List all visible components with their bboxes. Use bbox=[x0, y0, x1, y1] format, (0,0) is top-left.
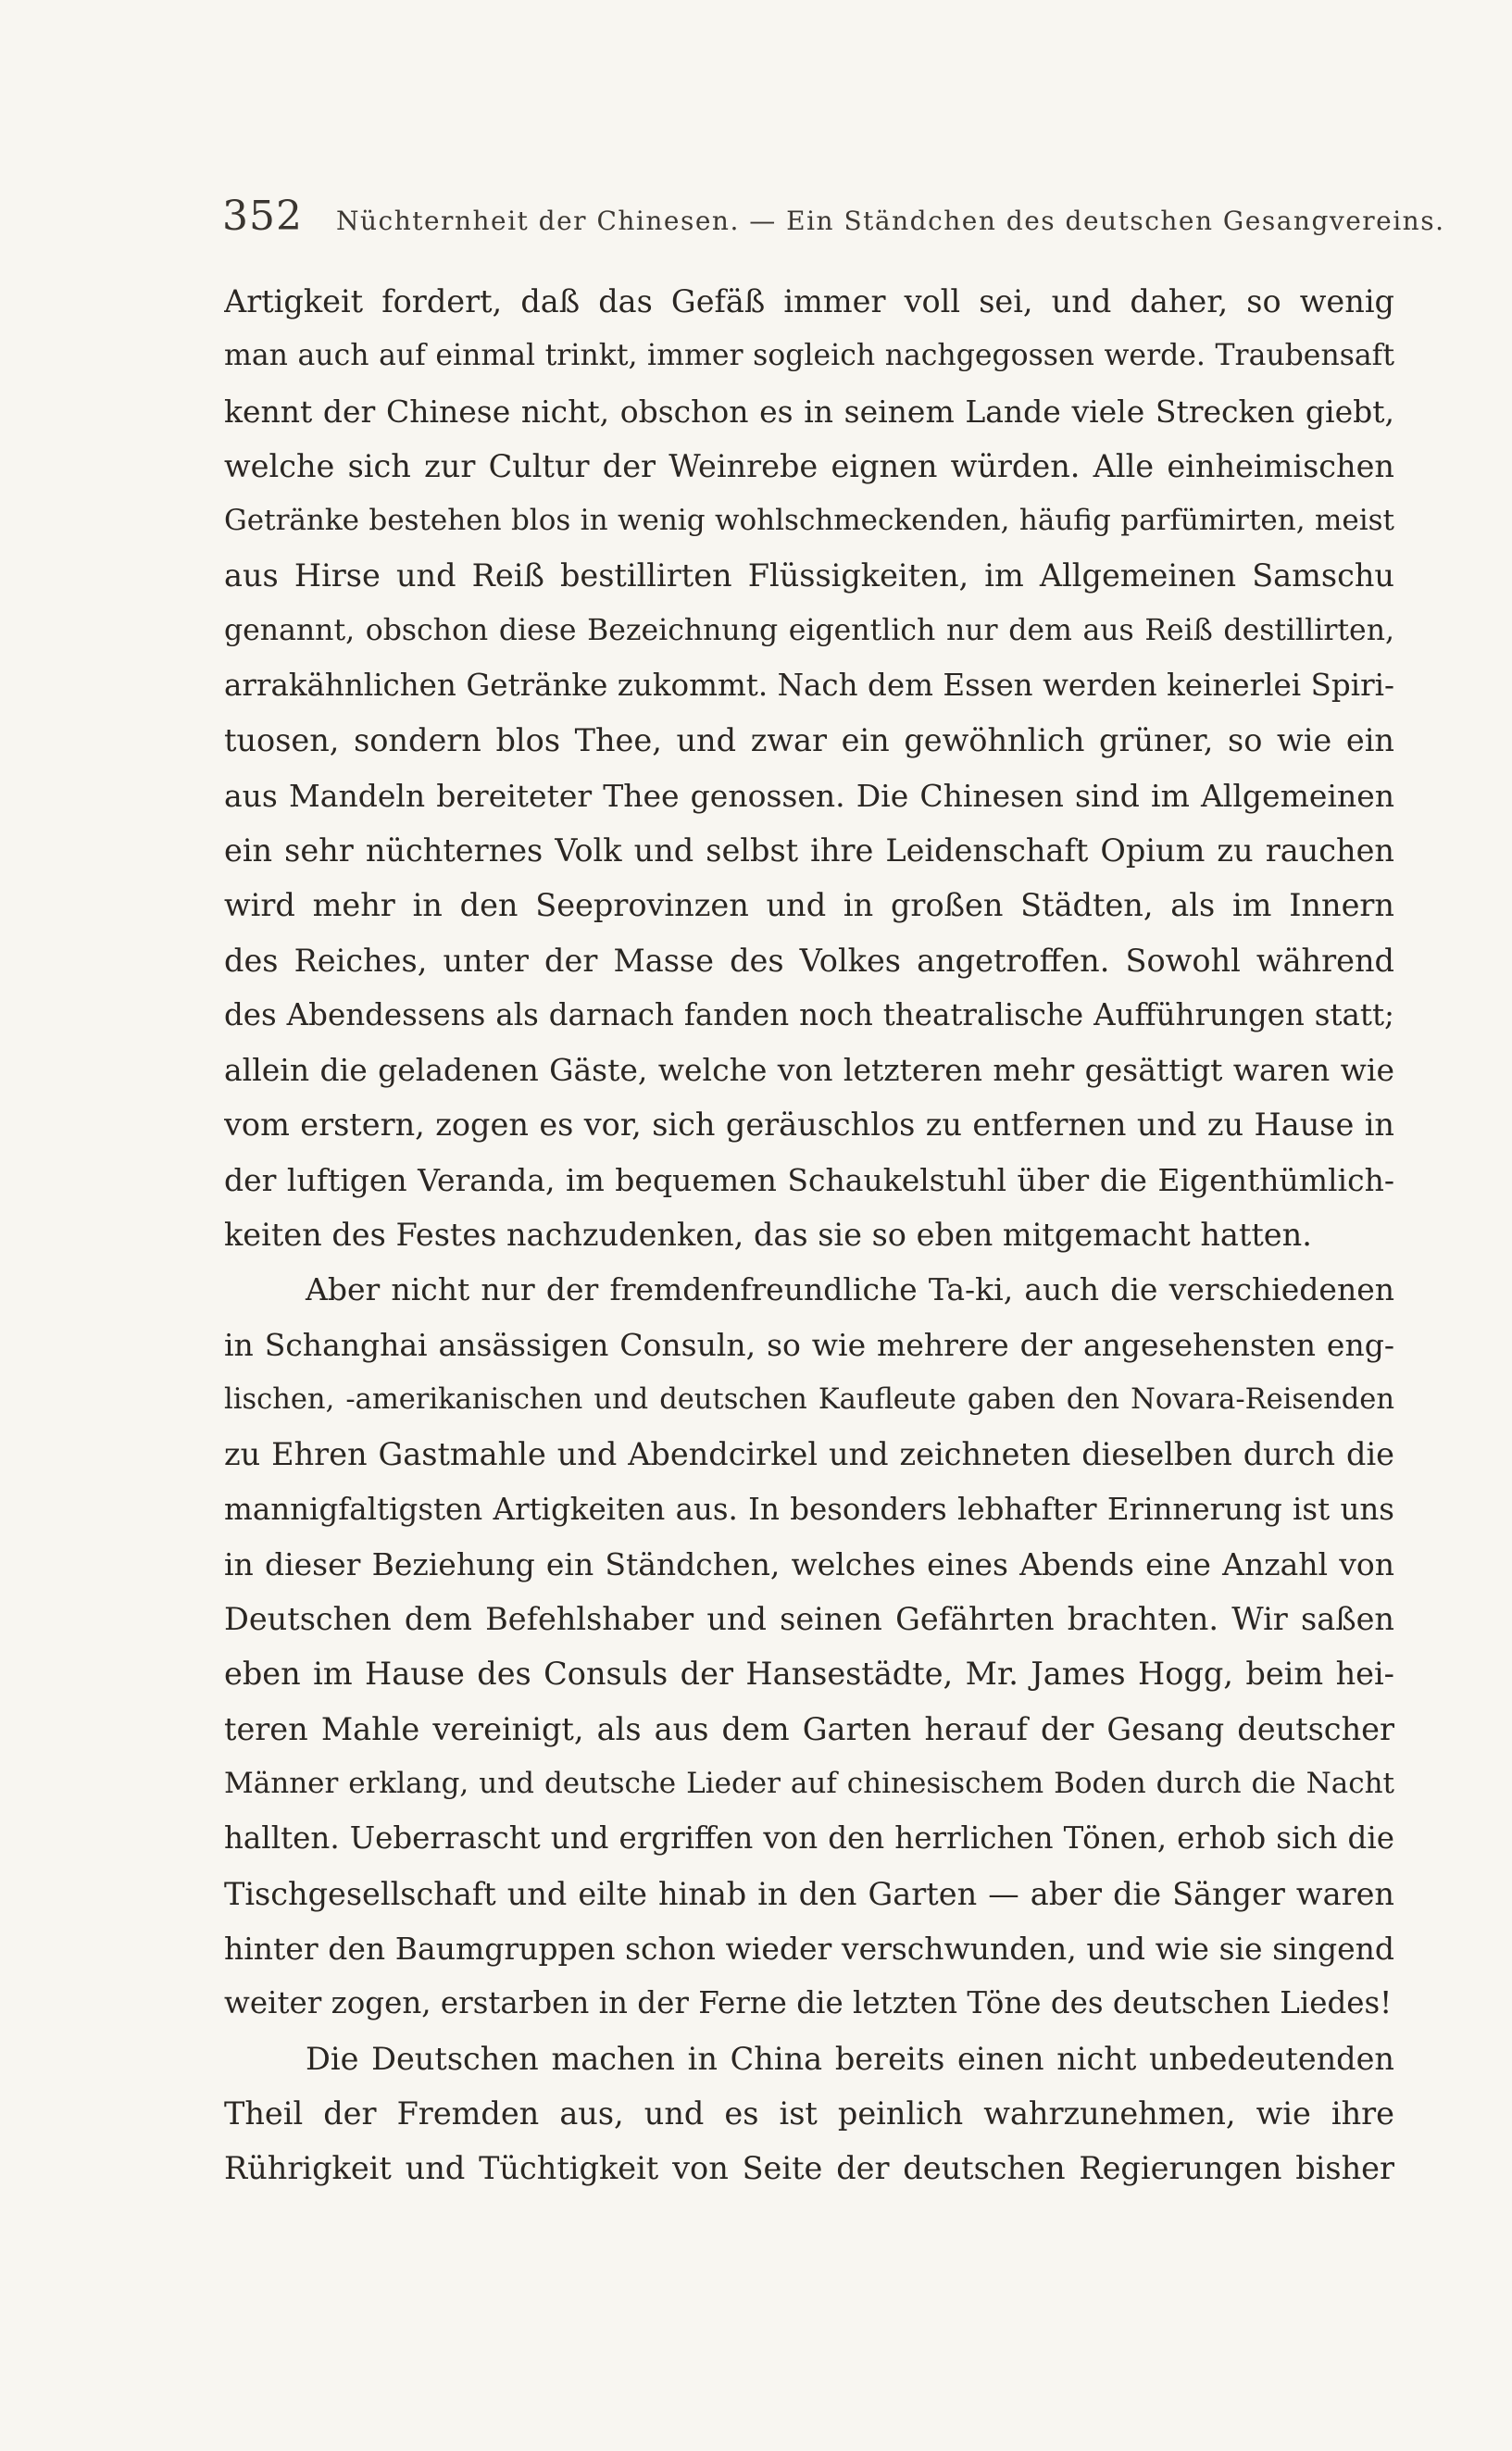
text-line: hinter den Baumgruppen schon wieder verschwunden, und wie sie singend bbox=[224, 1930, 1394, 1967]
text-line: Getränke bestehen blos in wenig wohlschmeckenden, häufig parfümirten, meist bbox=[224, 504, 1394, 538]
text-line: wird mehr in den Seeprovinzen und in großen Städten, als im Innern bbox=[224, 887, 1394, 924]
text-line: in dieser Beziehung ein Ständchen, welches eines Abends eine Anzahl von bbox=[224, 1545, 1394, 1582]
text-line: Tischgesellschaft und eilte hinab in den Garten — aber die Sänger waren bbox=[224, 1875, 1394, 1912]
text-line-paragraph-end: keiten des Festes nachzudenken, das sie so eben mitgemacht hatten. bbox=[224, 1217, 1312, 1254]
text-line: tuosen, sondern blos Thee, und zwar ein gewöhnlich grüner, so wie ein bbox=[224, 722, 1394, 759]
text-line: Theil der Fremden aus, und es ist peinlich wahrzunehmen, wie ihre bbox=[224, 2095, 1394, 2132]
text-line: Männer erklang, und deutsche Lieder auf chinesischem Boden durch die Nacht bbox=[224, 1767, 1394, 1801]
text-line: hallten. Ueberrascht und ergriffen von den herrlichen Tönen, erhob sich die bbox=[224, 1820, 1394, 1857]
page-number: 352 bbox=[222, 193, 303, 240]
running-head bbox=[222, 193, 1445, 244]
text-line: welche sich zur Cultur der Weinrebe eignen würden. Alle einheimischen bbox=[224, 447, 1394, 484]
text-line: aus Mandeln bereiteter Thee genossen. Die Chinesen sind im Allgemeinen bbox=[224, 777, 1394, 814]
text-line: allein die geladenen Gäste, welche von letzteren mehr gesättigt waren wie bbox=[224, 1052, 1394, 1089]
text-line-paragraph-end: weiter zogen, erstarben in der Ferne die letzten Töne des deutschen Liedes! bbox=[224, 1985, 1393, 2021]
text-line: zu Ehren Gastmahle und Abendcirkel und zeichneten dieselben durch die bbox=[224, 1436, 1394, 1473]
text-line: der luftigen Veranda, im bequemen Schaukelstuhl über die Eigenthümlich- bbox=[224, 1161, 1394, 1198]
text-line: mannigfaltigsten Artigkeiten aus. In besonders lebhafter Erinnerung ist uns bbox=[224, 1491, 1394, 1527]
text-line: des Reiches, unter der Masse des Volkes angetroffen. Sowohl während bbox=[224, 942, 1394, 979]
text-line: lischen, -amerikanischen und deutschen Kaufleute gaben den Novara-Reisenden bbox=[224, 1382, 1394, 1416]
text-line: man auch auf einmal trinkt, immer sogleich nachgegossen werde. Traubensaft bbox=[224, 339, 1394, 373]
text-line: ein sehr nüchternes Volk und selbst ihre Leidenschaft Opium zu rauchen bbox=[224, 832, 1394, 869]
text-line: genannt, obschon diese Bezeichnung eigentlich nur dem aus Reiß destillirten, bbox=[224, 613, 1394, 647]
body-text bbox=[224, 274, 1394, 2195]
running-title: Nüchternheit der Chinesen. — Ein Ständchen des deutschen Gesangvereins. bbox=[335, 206, 1445, 236]
text-line-paragraph-start: Aber nicht nur der fremdenfreundliche Ta-ki, auch die verschiedenen bbox=[306, 1271, 1394, 1308]
text-line: eben im Hause des Consuls der Hansestädte, Mr. James Hogg, beim hei- bbox=[224, 1656, 1394, 1693]
text-line: aus Hirse und Reiß bestillirten Flüssigkeiten, im Allgemeinen Samschu bbox=[224, 557, 1394, 594]
text-line: Deutschen dem Befehlshaber und seinen Gefährten brachten. Wir saßen bbox=[224, 1601, 1394, 1638]
text-line: Artigkeit fordert, daß das Gefäß immer voll sei, und daher, so wenig bbox=[224, 283, 1394, 319]
text-line-paragraph-start: Die Deutschen machen in China bereits einen nicht unbedeutenden bbox=[306, 2040, 1394, 2077]
text-line: arrakähnlichen Getränke zukommt. Nach dem Essen werden keinerlei Spiri- bbox=[224, 668, 1394, 704]
text-line: in Schanghai ansässigen Consuln, so wie mehrere der angesehensten eng- bbox=[224, 1326, 1394, 1363]
text-line: kennt der Chinese nicht, obschon es in seinem Lande viele Strecken giebt, bbox=[224, 393, 1394, 430]
text-line: teren Mahle vereinigt, als aus dem Garten herauf der Gesang deutscher bbox=[224, 1710, 1394, 1747]
text-line: Rührigkeit und Tüchtigkeit von Seite der deutschen Regierungen bisher bbox=[224, 2150, 1394, 2187]
text-line: des Abendessens als darnach fanden noch theatralische Aufführungen statt; bbox=[224, 996, 1394, 1032]
text-line: vom erstern, zogen es vor, sich geräuschlos zu entfernen und zu Hause in bbox=[224, 1107, 1394, 1144]
